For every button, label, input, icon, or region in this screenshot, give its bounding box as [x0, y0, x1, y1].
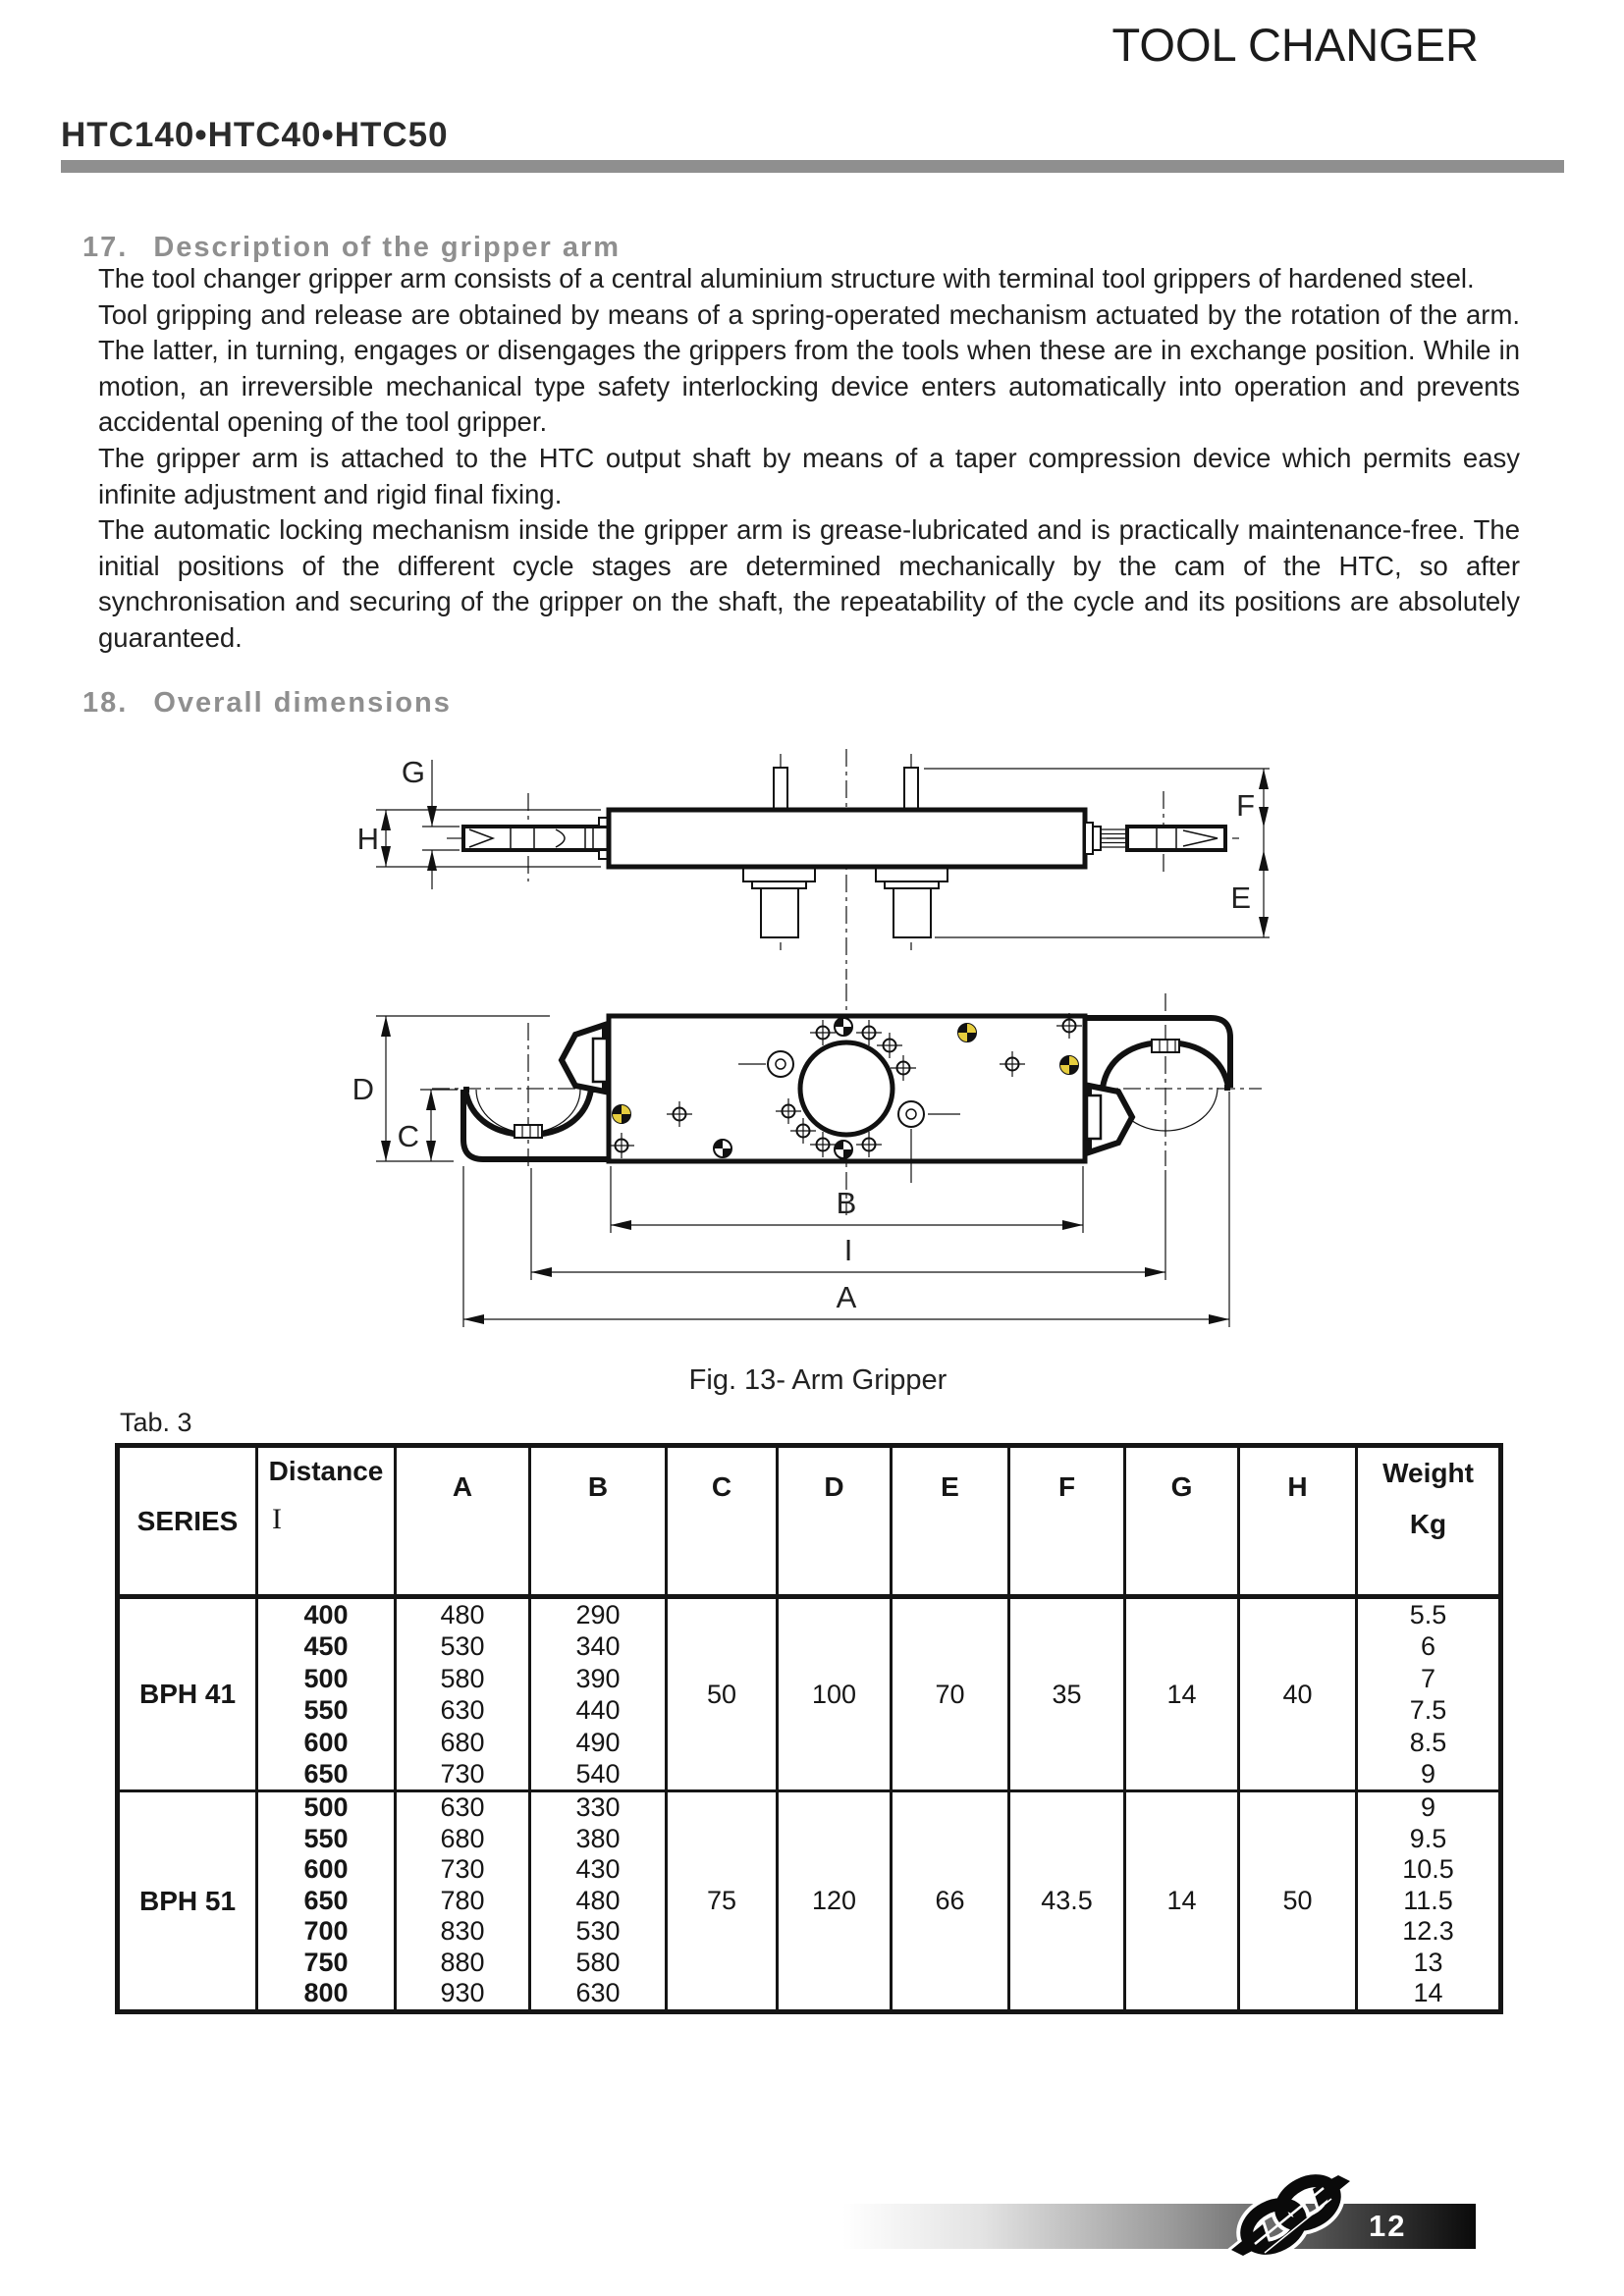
side-view [357, 749, 1270, 980]
table-header-row [118, 1446, 1501, 1597]
col-header-g: G [1125, 1446, 1239, 1597]
dim-label-a: A [836, 1280, 857, 1314]
col-header-c: C [667, 1446, 778, 1597]
dim-label-i: I [843, 1233, 853, 1267]
page-number: 12 [1369, 2209, 1407, 2243]
col-header-f: F [1009, 1446, 1125, 1597]
table-row-bph51: BPH 51 500 550 600 650 700 750 800 630 680 730 780 830 880 930 330 380 430 480 530 580 630 75 120 66 43.5 14 50 9 9.5 10.5 11.5 12.3 13 14 [118, 1791, 1501, 2012]
dimensions-table [115, 1443, 1503, 2014]
right-tool-gripper [1085, 1018, 1230, 1152]
figure-caption: Fig. 13- Arm Gripper [688, 1364, 947, 1396]
dim-label-e: E [1230, 881, 1251, 915]
col-header-d: D [778, 1446, 892, 1597]
figure-arm-gripper [236, 731, 1335, 1418]
section-number: 18. [82, 687, 129, 719]
page-title: TOOL CHANGER [1111, 19, 1479, 71]
dim-label-f: F [1236, 788, 1255, 823]
section-17-heading [82, 232, 621, 264]
col-header-distance: Distance I [257, 1446, 396, 1597]
section-number: 17. [82, 232, 129, 263]
paragraph: The automatic locking mechanism inside the gripper arm is grease-lubricated and is practically maintenance-free. The initial positions of the different cycle stages are determined mechanically by the cam of the HTC, so after synchronisation and securing of the gripper on the shaft, the repeatability of the cycle and its positions are absolutely guaranteed. [98, 514, 1520, 653]
col-header-a: A [396, 1446, 530, 1597]
model-series-line: HTC140•HTC40•HTC50 [61, 116, 449, 154]
dim-label-h: H [356, 822, 379, 856]
header-rule [61, 160, 1564, 173]
col-header-e: E [892, 1446, 1009, 1597]
col-header-weight: Weight Kg [1357, 1446, 1501, 1597]
section-17-body [98, 261, 1520, 657]
section-title: Overall dimensions [153, 687, 452, 719]
col-header-series: SERIES [118, 1446, 257, 1597]
dim-label-d: D [352, 1072, 374, 1106]
brand-logo-icon [1227, 2158, 1355, 2273]
col-header-h: H [1239, 1446, 1357, 1597]
dim-label-g: G [401, 755, 425, 789]
plan-view [352, 984, 1262, 1327]
dim-label-c: C [397, 1119, 419, 1153]
section-title: Description of the gripper arm [153, 232, 622, 263]
table-row-bph41: BPH 41 400 450 500 550 600 650 480 530 580 630 680 730 290 340 390 440 490 540 50 100 70 35 14 40 5.5 6 7 7.5 8.5 9 [118, 1597, 1501, 1791]
paragraph: Tool gripping and release are obtained by means of a spring-operated mechanism actuated by the rotation of the arm. The latter, in turning, engages or disengages the grippers from the tools when these are in exchange position. While in motion, an irreversible mechanical type safety interlocking device enters automatically into operation and prevents accidental opening of the tool gripper. [98, 298, 1520, 438]
table-label: Tab. 3 [120, 1408, 192, 1437]
paragraph: The tool changer gripper arm consists of a central aluminium structure with terminal tool grippers of hardened steel. [98, 263, 1475, 294]
paragraph: The gripper arm is attached to the HTC output shaft by means of a taper compression device which permits easy infinite adjustment and rigid final fixing. [98, 442, 1520, 509]
dim-label-b: B [836, 1186, 857, 1220]
section-18-heading [82, 687, 452, 720]
col-header-b: B [530, 1446, 667, 1597]
left-tool-gripper [463, 1025, 609, 1159]
